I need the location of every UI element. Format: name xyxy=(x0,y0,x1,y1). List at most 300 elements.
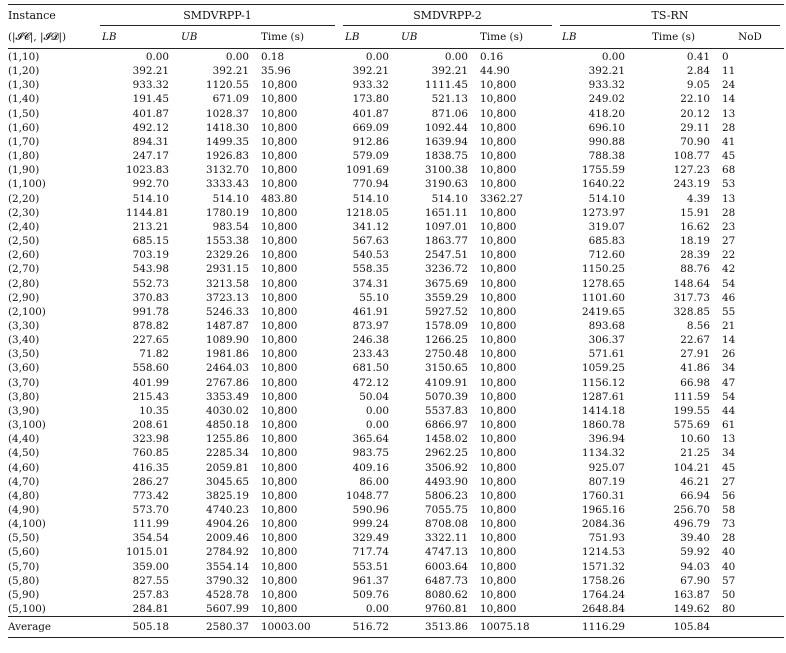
table-row xyxy=(8,163,784,177)
cell-instance: (1,50) xyxy=(8,107,40,120)
cell-nod: 40 xyxy=(722,560,736,573)
cell-instance: (1,80) xyxy=(8,150,40,163)
cell-nod: 57 xyxy=(722,574,736,587)
cell-ub-1: 1926.83 xyxy=(206,150,249,163)
table-row xyxy=(8,404,784,418)
cell-lb-3: 1101.60 xyxy=(582,291,625,304)
col-time-2: Time (s) xyxy=(474,27,556,49)
cell-instance: (5,90) xyxy=(8,588,40,601)
cell-nod: 13 xyxy=(722,107,736,120)
cell-instance: (5,100) xyxy=(8,603,46,616)
cell-ub-1: 3333.43 xyxy=(206,178,249,191)
cell-lb-3: 1414.18 xyxy=(582,404,625,417)
cell-lb-3: 685.83 xyxy=(588,235,625,248)
cell-ub-1: 2059.81 xyxy=(206,461,249,474)
cell-instance: (1,30) xyxy=(8,79,40,92)
cell-nod: 34 xyxy=(722,447,736,460)
cell-lb-2: 999.24 xyxy=(352,518,389,531)
cell-lb-3: 396.94 xyxy=(588,433,625,446)
cell-time-3: 21.25 xyxy=(680,447,710,460)
cell-time-3: 127.23 xyxy=(673,164,710,177)
cell-ub-2: 3506.92 xyxy=(425,461,468,474)
cell-ub-2: 6003.64 xyxy=(425,560,468,573)
cell-lb-1: 703.19 xyxy=(132,249,169,262)
table-row xyxy=(8,305,784,319)
cell-time-3: 18.19 xyxy=(680,235,710,248)
table-row xyxy=(8,78,784,92)
cell-ub-2: 2547.51 xyxy=(425,249,468,262)
cell-ub-1: 0.00 xyxy=(225,51,249,63)
cell-lb-1: 71.82 xyxy=(139,348,169,361)
cell-lb-2: 365.64 xyxy=(352,433,389,446)
cell-time-3: 575.69 xyxy=(673,419,710,432)
cell-time-3: 149.62 xyxy=(673,603,710,616)
cell-ub-2: 1838.75 xyxy=(425,150,468,163)
cell-lb-1: 1144.81 xyxy=(126,206,169,219)
cell-lb-2: 933.32 xyxy=(352,79,389,92)
cell-time-2: 10,800 xyxy=(480,206,517,219)
table-row xyxy=(8,135,784,149)
cell-time-2: 10,800 xyxy=(480,390,517,403)
cell-ub-1: 4030.02 xyxy=(206,404,249,417)
cell-lb-1: 401.99 xyxy=(132,376,169,389)
cell-lb-2: 681.50 xyxy=(352,362,389,375)
cell-ub-1: 1255.86 xyxy=(206,433,249,446)
cell-instance: (3,100) xyxy=(8,419,46,432)
cell-instance: (1,10) xyxy=(8,51,40,63)
cell-lb-1: 827.55 xyxy=(132,574,169,587)
cell-ub-1: 1487.87 xyxy=(206,319,249,332)
cell-ub-2: 4493.90 xyxy=(425,475,468,488)
cell-instance: (2,30) xyxy=(8,206,40,219)
cell-lb-2: 0.00 xyxy=(365,603,389,616)
cell-nod: 28 xyxy=(722,206,736,219)
cell-time-2: 10,800 xyxy=(480,588,517,601)
cell-lb-3: 392.21 xyxy=(588,65,625,78)
cell-nod: 80 xyxy=(722,603,736,616)
col-time-3: Time (s) xyxy=(631,27,716,49)
table-row xyxy=(8,277,784,291)
cell-instance: (3,50) xyxy=(8,348,40,361)
cell-nod: 26 xyxy=(722,348,736,361)
cell-lb-3: 807.19 xyxy=(588,475,625,488)
cell-lb-3: 1758.26 xyxy=(582,574,625,587)
cell-time-2: 10,800 xyxy=(480,348,517,361)
cell-lb-3: 1156.12 xyxy=(582,376,625,389)
cell-time-1: 10,800 xyxy=(261,603,298,616)
cell-ub-2: 3322.11 xyxy=(425,532,468,545)
cell-lb-3: 1273.97 xyxy=(582,206,625,219)
cell-time-1: 10,800 xyxy=(261,291,298,304)
cell-ub-1: 2784.92 xyxy=(206,546,249,559)
cell-lb-2: 540.53 xyxy=(352,249,389,262)
cell-time-2: 10,800 xyxy=(480,277,517,290)
cell-lb-3: 1059.25 xyxy=(582,362,625,375)
cell-nod: 53 xyxy=(722,178,736,191)
cell-nod: 55 xyxy=(722,305,736,318)
cell-nod: 21 xyxy=(722,319,736,332)
cell-nod: 14 xyxy=(722,334,736,347)
cell-ub-1: 1499.35 xyxy=(206,135,249,148)
cell-time-2: 10,800 xyxy=(480,489,517,502)
cell-time-2: 10,800 xyxy=(480,135,517,148)
cell-lb-3: 2419.65 xyxy=(582,305,625,318)
cell-time-2: 10,800 xyxy=(480,546,517,559)
cell-lb-1: 10.35 xyxy=(139,404,169,417)
cell-ub-1: 1780.19 xyxy=(206,206,249,219)
cell-time-3: 41.86 xyxy=(680,362,710,375)
cell-lb-1: 552.73 xyxy=(132,277,169,290)
cell-ub-1: 4850.18 xyxy=(206,419,249,432)
cell-nod: 42 xyxy=(722,263,736,276)
cell-instance: (2,60) xyxy=(8,249,40,262)
table-row xyxy=(8,49,784,65)
cell-nod: 44 xyxy=(722,404,736,417)
cell-lb-1: 773.42 xyxy=(132,489,169,502)
cell-instance: (4,100) xyxy=(8,518,46,531)
cell-ub-2: 3236.72 xyxy=(425,263,468,276)
cell-time-1: 483.80 xyxy=(261,192,298,205)
cell-time-3: 46.21 xyxy=(680,475,710,488)
cell-lb-1: 257.83 xyxy=(132,588,169,601)
cell-lb-2: 374.31 xyxy=(352,277,389,290)
cell-ub-2: 1092.44 xyxy=(425,121,468,134)
cell-lb-3: 925.07 xyxy=(588,461,625,474)
cell-instance: (4,90) xyxy=(8,504,40,516)
cell-ub-2: 6866.97 xyxy=(425,419,468,432)
cell-instance: (2,20) xyxy=(8,192,40,205)
cell-ub-2: 521.13 xyxy=(431,93,468,106)
cell-ub-2: 392.21 xyxy=(431,65,468,78)
cell-instance: (1,90) xyxy=(8,164,40,177)
cell-lb-2: 392.21 xyxy=(352,65,389,78)
col-time-1: Time (s) xyxy=(255,27,339,49)
cell-instance: (4,80) xyxy=(8,489,40,502)
cell-lb-1: 227.65 xyxy=(132,334,169,347)
cell-lb-2: 579.09 xyxy=(352,150,389,163)
cell-ub-1: 5607.99 xyxy=(206,603,249,616)
col-lb-3: LB xyxy=(556,27,631,49)
cell-time-3: 243.19 xyxy=(673,178,710,191)
cell-lb-2: 461.91 xyxy=(352,305,389,318)
cell-lb-3: 1755.59 xyxy=(582,164,625,177)
cell-time-2: 10,800 xyxy=(480,362,517,375)
cell-instance: (1,60) xyxy=(8,121,40,134)
cell-ub-2: 6487.73 xyxy=(425,574,468,587)
cell-ub-1: 1418.30 xyxy=(206,121,249,134)
cell-ub-2: 3675.69 xyxy=(425,277,468,290)
cell-lb-1: 416.35 xyxy=(132,461,169,474)
cell-lb-1: 286.27 xyxy=(132,475,169,488)
table-row xyxy=(8,489,784,503)
cell-time-3: 328.85 xyxy=(673,305,710,318)
cell-time-2: 10,800 xyxy=(480,178,517,191)
cell-time-2: 44.90 xyxy=(480,65,510,78)
cell-nod: 0 xyxy=(722,51,729,63)
cell-ub-2: 8708.08 xyxy=(425,518,468,531)
cell-time-2: 10,800 xyxy=(480,404,517,417)
cell-ub-2: 514.10 xyxy=(431,192,468,205)
cell-ub-1: 1553.38 xyxy=(206,235,249,248)
cell-lb-3: 418.20 xyxy=(588,107,625,120)
cell-time-3: 2.84 xyxy=(686,65,710,78)
cell-lb-3: 2648.84 xyxy=(582,603,625,616)
cell-ub-1: 392.21 xyxy=(212,65,249,78)
cell-ub-2: 1266.25 xyxy=(425,334,468,347)
cell-ub-2: 2750.48 xyxy=(425,348,468,361)
cell-lb-1: 933.32 xyxy=(132,79,169,92)
table-row xyxy=(8,574,784,588)
cell-ub-2: 0.00 xyxy=(444,51,468,63)
cell-instance: (4,60) xyxy=(8,461,40,474)
cell-time-2: 10,800 xyxy=(480,574,517,587)
cell-lb-3: 1287.61 xyxy=(582,390,625,403)
cell-time-2: 10,800 xyxy=(480,504,517,516)
cell-lb-2: 0.00 xyxy=(365,404,389,417)
cell-time-1: 10,800 xyxy=(261,164,298,177)
cell-lb-2: 567.63 xyxy=(352,235,389,248)
cell-ub-1: 3723.13 xyxy=(206,291,249,304)
cell-instance: (5,80) xyxy=(8,574,40,587)
cell-nod: 28 xyxy=(722,532,736,545)
cell-lb-2: 961.37 xyxy=(352,574,389,587)
cell-ub-1: 4904.26 xyxy=(206,518,249,531)
cell-time-1: 10,800 xyxy=(261,404,298,417)
cell-time-3: 88.76 xyxy=(680,263,710,276)
cell-lb-3: 1640.22 xyxy=(582,178,625,191)
cell-instance: (1,40) xyxy=(8,93,40,106)
cell-ub-2: 2962.25 xyxy=(425,447,468,460)
cell-lb-1: 359.00 xyxy=(132,560,169,573)
cell-nod: 23 xyxy=(722,220,736,233)
cell-lb-1: 894.31 xyxy=(132,135,169,148)
table-row xyxy=(8,560,784,574)
cell-time-3: 104.21 xyxy=(673,461,710,474)
table-row xyxy=(8,206,784,220)
cell-time-3: 67.90 xyxy=(680,574,710,587)
cell-lb-3: 306.37 xyxy=(588,334,625,347)
avg-cell-ub-2: 3513.86 xyxy=(395,617,474,638)
cell-time-2: 10,800 xyxy=(480,263,517,276)
cell-instance: (3,90) xyxy=(8,404,40,417)
cell-lb-3: 788.38 xyxy=(588,150,625,163)
cell-ub-2: 5806.23 xyxy=(425,489,468,502)
table-row xyxy=(8,390,784,404)
cell-time-3: 15.91 xyxy=(680,206,710,219)
cell-nod: 54 xyxy=(722,390,736,403)
cell-lb-1: 213.21 xyxy=(132,220,169,233)
cell-time-2: 0.16 xyxy=(480,51,504,63)
cell-lb-2: 1091.69 xyxy=(346,164,389,177)
col-ub-1: UB xyxy=(175,27,255,49)
cell-lb-1: 543.98 xyxy=(132,263,169,276)
table-row xyxy=(8,531,784,545)
cell-nod: 27 xyxy=(722,475,736,488)
cell-ub-1: 2329.26 xyxy=(206,249,249,262)
results-table-container xyxy=(8,4,784,638)
cell-ub-1: 671.09 xyxy=(212,93,249,106)
cell-time-3: 29.11 xyxy=(680,121,710,134)
cell-instance: (4,50) xyxy=(8,447,40,460)
cell-instance: (2,70) xyxy=(8,263,40,276)
cell-lb-2: 514.10 xyxy=(352,192,389,205)
cell-nod: 24 xyxy=(722,79,736,92)
table-row xyxy=(8,107,784,121)
cell-time-2: 10,800 xyxy=(480,249,517,262)
cell-nod: 13 xyxy=(722,192,736,205)
cell-ub-1: 3045.65 xyxy=(206,475,249,488)
cell-lb-2: 329.49 xyxy=(352,532,389,545)
cell-time-1: 10,800 xyxy=(261,518,298,531)
cell-lb-3: 1214.53 xyxy=(582,546,625,559)
cell-time-3: 66.94 xyxy=(680,489,710,502)
cell-lb-2: 1218.05 xyxy=(346,206,389,219)
cell-instance: (3,30) xyxy=(8,319,40,332)
cell-time-3: 496.79 xyxy=(673,518,710,531)
table-row xyxy=(8,248,784,262)
cell-time-3: 22.67 xyxy=(680,334,710,347)
cell-time-2: 10,800 xyxy=(480,220,517,233)
avg-cell-lb-3: 1116.29 xyxy=(556,617,631,638)
cell-instance: (5,70) xyxy=(8,560,40,573)
cell-time-2: 10,800 xyxy=(480,433,517,446)
cell-lb-3: 249.02 xyxy=(588,93,625,106)
cell-time-1: 10,800 xyxy=(261,319,298,332)
cell-lb-3: 751.93 xyxy=(588,532,625,545)
cell-time-2: 10,800 xyxy=(480,164,517,177)
cell-time-2: 10,800 xyxy=(480,121,517,134)
cell-nod: 22 xyxy=(722,249,736,262)
cell-lb-1: 514.10 xyxy=(132,192,169,205)
cell-time-1: 10,800 xyxy=(261,220,298,233)
cell-lb-2: 173.80 xyxy=(352,93,389,106)
cell-time-2: 10,800 xyxy=(480,150,517,163)
cell-time-2: 10,800 xyxy=(480,376,517,389)
group-header-ts-rn: TS-RN xyxy=(556,5,784,28)
cell-lb-1: 392.21 xyxy=(132,65,169,78)
cell-ub-1: 3132.70 xyxy=(206,164,249,177)
cell-lb-2: 55.10 xyxy=(359,291,389,304)
cell-ub-1: 3353.49 xyxy=(206,390,249,403)
cell-instance: (3,70) xyxy=(8,376,40,389)
group-header-smdvrpp-2: SMDVRPP-2 xyxy=(339,5,556,28)
cell-ub-1: 514.10 xyxy=(212,192,249,205)
cell-lb-3: 1760.31 xyxy=(582,489,625,502)
cell-time-3: 22.10 xyxy=(680,93,710,106)
cell-lb-3: 712.60 xyxy=(588,249,625,262)
cell-lb-1: 1023.83 xyxy=(126,164,169,177)
table-row xyxy=(8,588,784,602)
cell-time-2: 10,800 xyxy=(480,291,517,304)
table-row xyxy=(8,262,784,276)
cell-lb-1: 492.12 xyxy=(132,121,169,134)
cell-time-1: 10,800 xyxy=(261,588,298,601)
avg-cell-lb-1: 505.18 xyxy=(96,617,175,638)
cell-ub-1: 4528.78 xyxy=(206,588,249,601)
cell-ub-1: 2767.86 xyxy=(206,376,249,389)
avg-cell-time-2: 10075.18 xyxy=(474,617,556,638)
cell-nod: 61 xyxy=(722,419,736,432)
cell-time-1: 10,800 xyxy=(261,249,298,262)
cell-ub-2: 1578.09 xyxy=(425,319,468,332)
cell-time-1: 10,800 xyxy=(261,390,298,403)
avg-cell-ub-1: 2580.37 xyxy=(175,617,255,638)
cell-ub-1: 983.54 xyxy=(212,220,249,233)
cell-lb-3: 893.68 xyxy=(588,319,625,332)
cell-lb-1: 1015.01 xyxy=(126,546,169,559)
cell-time-2: 10,800 xyxy=(480,560,517,573)
cell-lb-2: 50.04 xyxy=(359,390,389,403)
cell-lb-3: 1278.65 xyxy=(582,277,625,290)
cell-lb-3: 2084.36 xyxy=(582,518,625,531)
cell-lb-2: 669.09 xyxy=(352,121,389,134)
cell-time-2: 3362.27 xyxy=(480,192,523,205)
cell-ub-2: 1111.45 xyxy=(425,79,468,92)
cell-time-2: 10,800 xyxy=(480,319,517,332)
cell-time-2: 10,800 xyxy=(480,235,517,248)
cell-ub-2: 3150.65 xyxy=(425,362,468,375)
cell-time-3: 70.90 xyxy=(680,135,710,148)
cell-nod: 50 xyxy=(722,588,736,601)
cell-lb-1: 992.70 xyxy=(132,178,169,191)
col-ub-2: UB xyxy=(395,27,474,49)
cell-lb-2: 0.00 xyxy=(365,51,389,63)
table-row xyxy=(8,475,784,489)
cell-ub-2: 871.06 xyxy=(431,107,468,120)
cell-instance: (1,20) xyxy=(8,65,40,78)
cell-lb-3: 696.10 xyxy=(588,121,625,134)
table-row xyxy=(8,461,784,475)
cell-time-3: 4.39 xyxy=(686,192,710,205)
group-header-smdvrpp-1: SMDVRPP-1 xyxy=(96,5,339,28)
cell-nod: 58 xyxy=(722,504,736,516)
cell-nod: 13 xyxy=(722,433,736,446)
cell-ub-2: 5070.39 xyxy=(425,390,468,403)
col-lb-1: LB xyxy=(96,27,175,49)
cell-instance: (2,100) xyxy=(8,305,46,318)
cell-ub-1: 3825.19 xyxy=(206,489,249,502)
cell-time-1: 10,800 xyxy=(261,461,298,474)
cell-time-1: 10,800 xyxy=(261,135,298,148)
cell-time-2: 10,800 xyxy=(480,603,517,616)
cell-ub-1: 1089.90 xyxy=(206,334,249,347)
cell-time-3: 256.70 xyxy=(673,504,710,516)
cell-ub-2: 1097.01 xyxy=(425,220,468,233)
cell-time-2: 10,800 xyxy=(480,93,517,106)
cell-nod: 47 xyxy=(722,376,736,389)
cell-time-1: 10,800 xyxy=(261,206,298,219)
table-row xyxy=(8,517,784,531)
cell-lb-3: 514.10 xyxy=(588,192,625,205)
instance-subheader: (|𝓘𝓒|, |𝓘𝓓|) xyxy=(8,27,96,49)
cell-ub-2: 3559.29 xyxy=(425,291,468,304)
cell-instance: (3,40) xyxy=(8,334,40,347)
table-row xyxy=(8,220,784,234)
cell-time-1: 10,800 xyxy=(261,504,298,516)
cell-time-1: 10,800 xyxy=(261,107,298,120)
cell-ub-1: 3554.14 xyxy=(206,560,249,573)
cell-lb-2: 86.00 xyxy=(359,475,389,488)
col-lb-2: LB xyxy=(339,27,395,49)
table-body xyxy=(8,49,784,638)
cell-nod: 14 xyxy=(722,93,736,106)
cell-time-3: 9.05 xyxy=(686,79,710,92)
cell-time-1: 10,800 xyxy=(261,277,298,290)
cell-nod: 73 xyxy=(722,518,736,531)
cell-lb-3: 933.32 xyxy=(588,79,625,92)
cell-ub-1: 2464.03 xyxy=(206,362,249,375)
cell-lb-1: 573.70 xyxy=(132,504,169,516)
